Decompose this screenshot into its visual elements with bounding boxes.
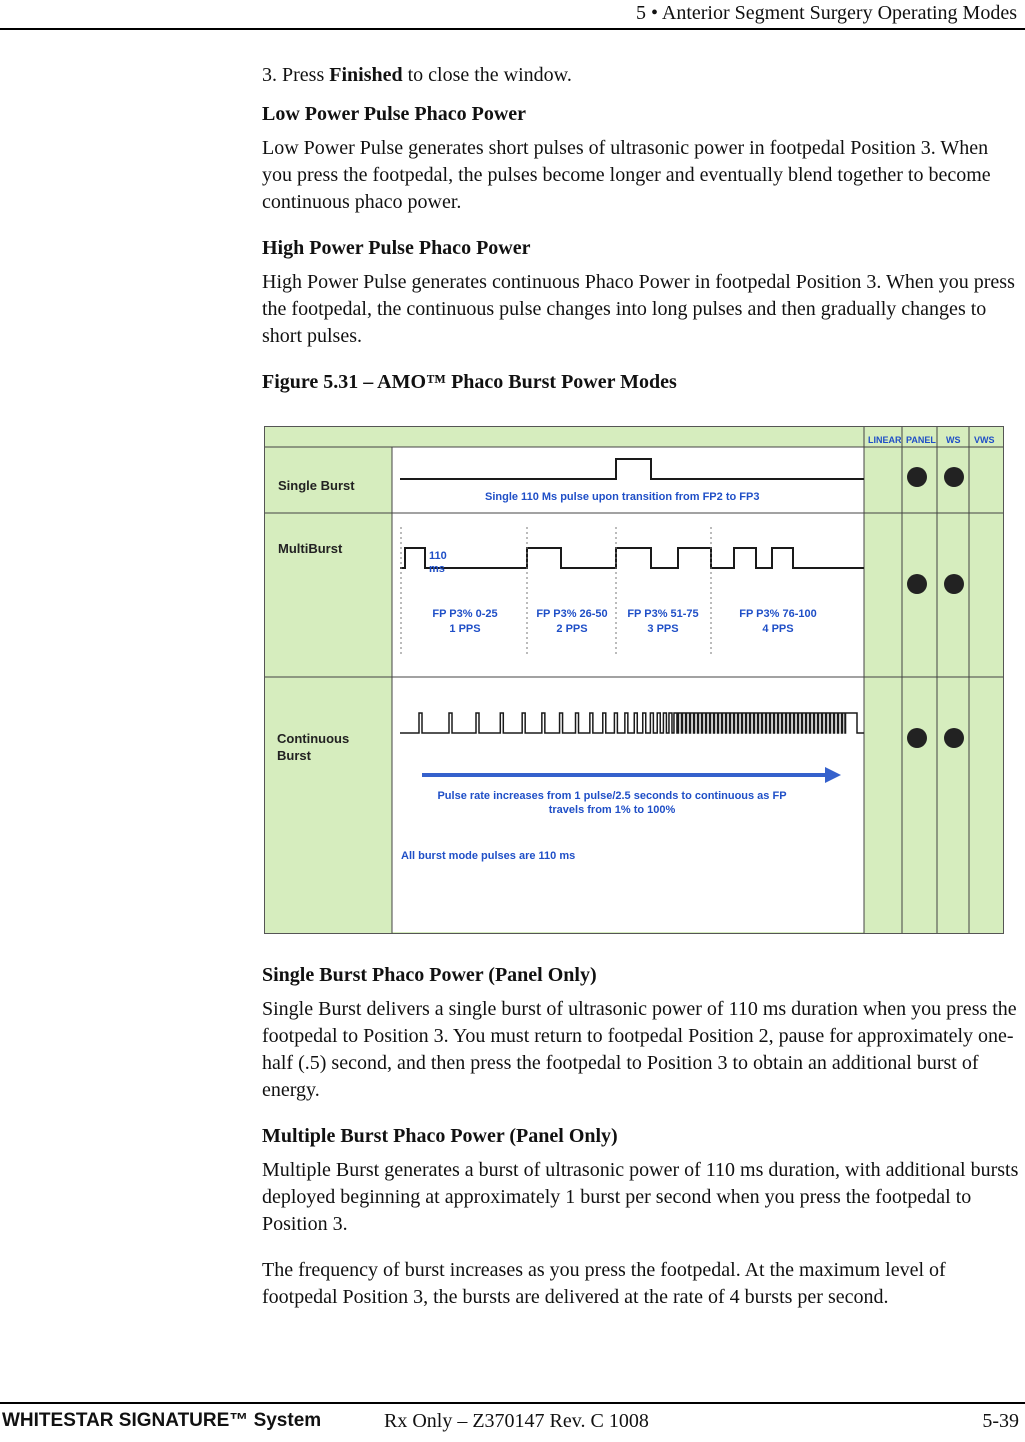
- multiple-burst-heading: Multiple Burst Phaco Power (Panel Only): [262, 1125, 618, 1147]
- row-label-single: Single Burst: [278, 478, 355, 493]
- single-burst-note: Single 110 Ms pulse upon transition from FP2 to FP3: [485, 491, 760, 503]
- row-label-multi: MultiBurst: [278, 541, 343, 556]
- figure-caption: Figure 5.31 – AMO™ Phaco Burst Power Modes: [262, 371, 677, 393]
- high-power-heading: High Power Pulse Phaco Power: [262, 237, 531, 259]
- footer-product: WHITESTAR SIGNATURE™ System: [2, 1410, 322, 1431]
- single-burst-heading: Single Burst Phaco Power (Panel Only): [262, 964, 597, 986]
- high-power-text: High Power Pulse generates continuous Phaco Power in footpedal Position 3. When you press the footpedal, the continuous pulse changes into long pulses and then gradually changes to short pulses.: [262, 271, 1015, 347]
- segment-4-line-2: 4 PPS: [762, 623, 794, 635]
- col-ws: WS: [946, 435, 961, 445]
- multiple-burst-text: Multiple Burst generates a burst of ultrasonic power of 110 ms duration, with additional bursts deployed beginning at approximately 1 burst per second when you press the footpedal to Position 3.: [262, 1159, 1019, 1235]
- low-power-heading: Low Power Pulse Phaco Power: [262, 103, 527, 125]
- page-number: 5-39: [982, 1410, 1019, 1432]
- col-vws: VWS: [974, 435, 995, 445]
- multiple-burst-text-2: The frequency of burst increases as you press the footpedal. At the maximum level of footpedal Position 3, the bursts are delivered at the rate of 4 bursts per second.: [262, 1259, 946, 1308]
- row-label-continuous-1: Continuous: [277, 731, 350, 746]
- segment-4-line-1: FP P3% 76-100: [739, 608, 817, 620]
- step-3-prefix: 3. Press: [262, 64, 330, 86]
- dot-multi-ws: [944, 574, 964, 594]
- arrow-note-1: Pulse rate increases from 1 pulse/2.5 seconds to continuous as FP: [437, 790, 787, 802]
- finished-label: Finished: [329, 64, 403, 86]
- low-power-text: Low Power Pulse generates short pulses of ultrasonic power in footpedal Position 3. When you press the footpedal, the pulses become longer and eventually blend together to become continuous phaco power.: [262, 137, 991, 213]
- dot-single-panel: [907, 467, 927, 487]
- page-content-lower: [262, 962, 1022, 1311]
- multiburst-pulse-label-2: ms: [429, 563, 445, 575]
- burst-modes-figure: [264, 426, 1004, 934]
- multi-row-area: [392, 513, 864, 677]
- burst-footnote: All burst mode pulses are 110 ms: [401, 850, 576, 862]
- dot-single-ws: [944, 467, 964, 487]
- col-panel: PANEL: [906, 435, 936, 445]
- segment-3-line-1: FP P3% 51-75: [627, 608, 699, 620]
- segment-1-line-1: FP P3% 0-25: [432, 608, 498, 620]
- dot-continuous-panel: [907, 728, 927, 748]
- step-3-suffix: to close the window.: [402, 64, 572, 86]
- segment-1-line-2: 1 PPS: [449, 623, 481, 635]
- dot-multi-panel: [907, 574, 927, 594]
- segment-2-line-2: 2 PPS: [556, 623, 588, 635]
- segment-2-line-1: FP P3% 26-50: [536, 608, 608, 620]
- footer-revision: Rx Only – Z370147 Rev. C 1008: [384, 1410, 649, 1432]
- single-burst-text: Single Burst delivers a single burst of ultrasonic power of 110 ms duration when you press the footpedal to Position 3. You must return to footpedal Position 2, pause for approximately one-half (.5) second, and then press the footpedal to Position 3 to obtain an additional burst of energy.: [262, 998, 1017, 1101]
- burst-modes-diagram: [265, 427, 1003, 933]
- dot-continuous-ws: [944, 728, 964, 748]
- segment-3-line-2: 3 PPS: [647, 623, 679, 635]
- page-content: [262, 62, 1022, 396]
- multiburst-pulse-label-1: 110: [429, 550, 447, 562]
- col-linear: LINEAR: [868, 435, 902, 445]
- footer-rule: [0, 1402, 1025, 1404]
- row-label-continuous-2: Burst: [277, 748, 311, 763]
- step-3: [262, 62, 1022, 89]
- header-rule: [0, 28, 1025, 30]
- arrow-note-2: travels from 1% to 100%: [548, 804, 676, 816]
- running-header: 5 • Anterior Segment Surgery Operating Modes: [635, 2, 1017, 24]
